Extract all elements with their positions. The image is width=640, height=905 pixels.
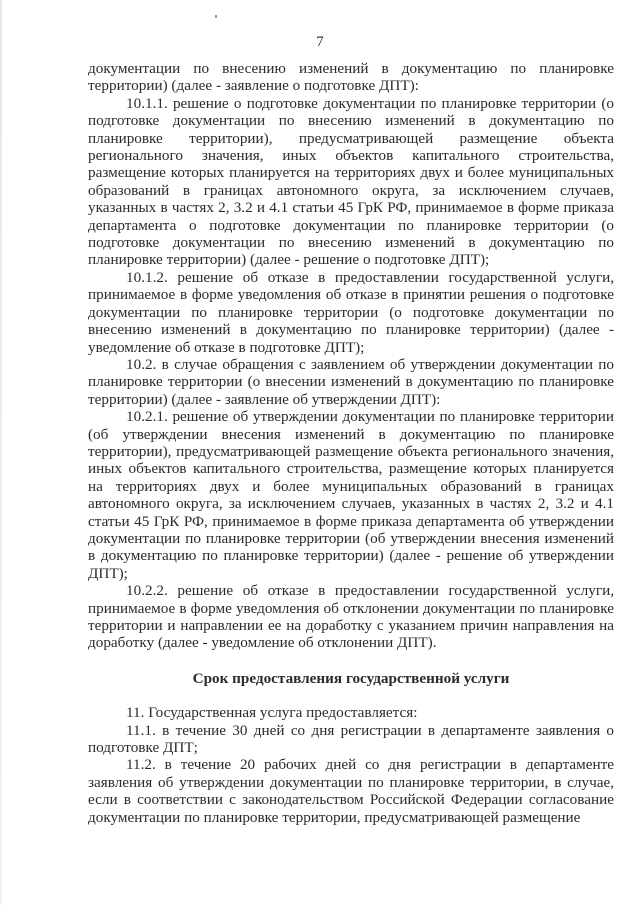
section-heading: Срок предоставления государственной услуги xyxy=(192,669,510,687)
paragraph-11: 11. Государственная услуга предоставляется: xyxy=(126,704,418,722)
paragraph-10-2-1: 10.2.1. решение об утверждении документации по планировке территории (об утверждении внесения изменений в документацию по планировке территории), предусматривающей размещение объекта регионального значения, иных объектов капитального строительства, размещение которых планируется на территориях двух и более муниципальных образований в границах автономного округа, за исключением случаев, указанных в частях 2, 3.2 и 4.1 статьи 45 ГрК РФ, принимаемое в форме приказа департамента об утверждении документации по планировке территории (об утверждении внесения изменений в документацию по планировке территории) (далее - решение об утверждении ДПТ); xyxy=(88,408,614,582)
page-number: 7 xyxy=(316,34,324,50)
paragraph-11-2: 11.2. в течение 20 рабочих дней со дня регистрации в департаменте заявления об утверждении документации по планировке территории, в случае, если в соответствии с законодательством Российской Федерации согласование документации по планировке территории, предусматривающей размещение xyxy=(88,756,614,826)
document-body xyxy=(88,60,614,826)
paragraph-10-2: 10.2. в случае обращения с заявлением об утверждении документации по планировке территории (о внесении изменений в документацию по планировке территории) (далее - заявление об утверждении ДПТ): xyxy=(88,355,614,408)
paragraph-10-1-2: 10.1.2. решение об отказе в предоставлении государственной услуги, принимаемое в форме уведомления об отказе в принятии решения о подготовке документации по планировке территории (о подготовке документации по внесению изменений в документацию по планировке территории) (далее - уведомление об отказе в подготовке ДПТ); xyxy=(88,268,614,356)
scan-mark xyxy=(215,15,217,18)
paragraph-10-1-1: 10.1.1. решение о подготовке документации по планировке территории (о подготовке документации по внесению изменений в документацию по планировке территории), предусматривающей размещение объекта регионального значения, иных объектов капитального строительства, размещение которых планируется на территориях двух и более муниципальных образований в границах автономного округа, за исключением случаев, указанных в частях 2, 3.2 и 4.1 статьи 45 ГрК РФ, принимаемое в форме приказа департамента о подготовке документации по планировке территории (о подготовке документации по внесению изменений в документацию по планировке территории) (далее - решение о подготовке ДПТ); xyxy=(88,94,614,269)
paragraph-continuation: документации по внесению изменений в документацию по планировке территории) (далее - заявление о подготовке ДПТ): xyxy=(88,60,614,95)
scan-edge xyxy=(0,0,2,905)
paragraph-11-1: 11.1. в течение 30 дней со дня регистрации в департаменте заявления о подготовке ДПТ; xyxy=(88,721,614,757)
paragraph-10-2-2: 10.2.2. решение об отказе в предоставлении государственной услуги, принимаемое в форме уведомления об отклонении документации по планировке территории и направлении ее на доработку с указанием причин направления на доработку (далее - уведомление об отклонении ДПТ). xyxy=(88,582,614,652)
